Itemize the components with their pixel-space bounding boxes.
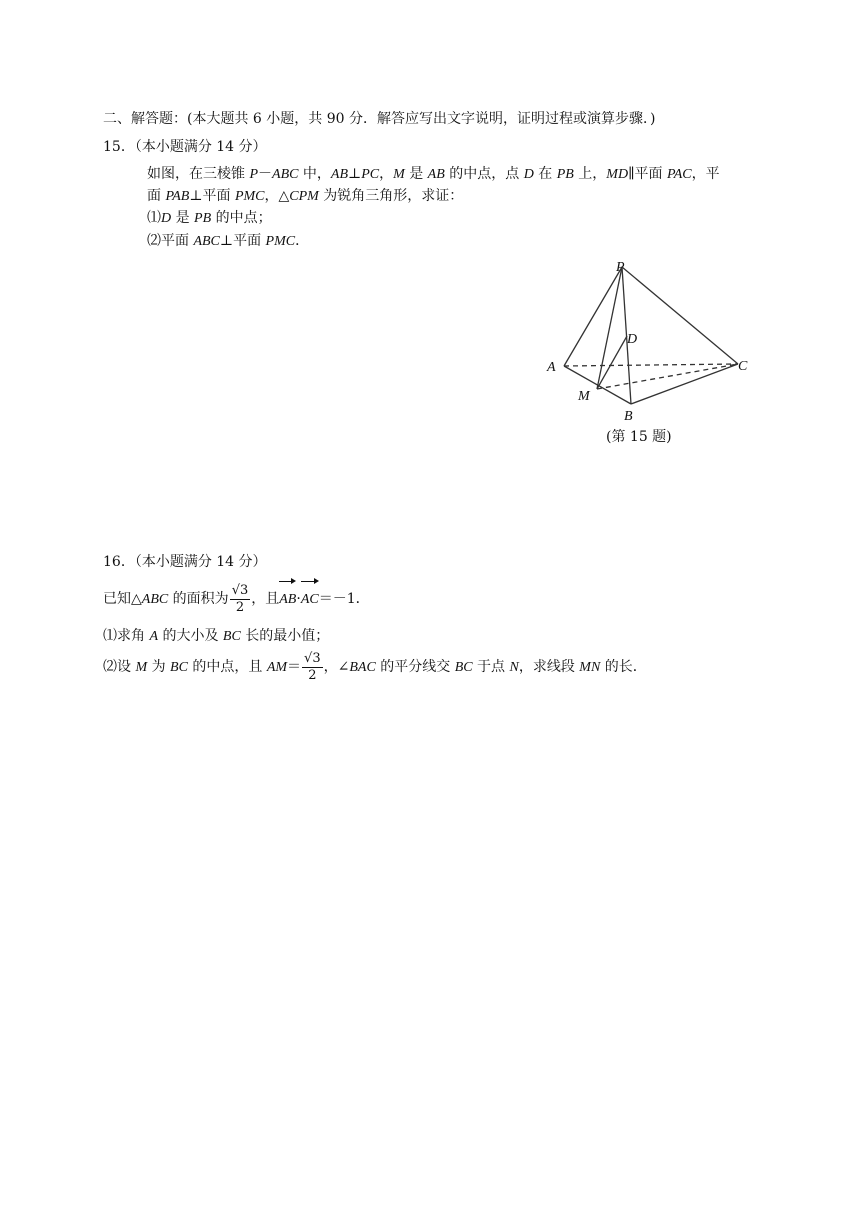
- edge-PC: [622, 267, 738, 364]
- q15-item1: ⑴D 是 PB 的中点；: [147, 210, 272, 226]
- q15-line2: 面 PAB⊥平面 PMC，△CPM 为锐角三角形，求证：: [147, 188, 464, 204]
- q15-number: 15．（本小题满分 14 分）: [103, 139, 267, 155]
- edge-AC: [564, 364, 738, 366]
- q15-item2: ⑵平面 ABC⊥平面 PMC．: [147, 233, 310, 249]
- label-A: A: [547, 360, 556, 375]
- label-C: C: [738, 359, 748, 374]
- q16-item2: ⑵设 M 为 BC 的中点，且 AM＝ $\frac{√3}{2}$ ，∠BAC 的平分线交 BC 于点 N，求线段 MN 的长．: [103, 650, 647, 683]
- figure-caption: (第 15 题): [606, 429, 672, 445]
- edge-PM: [597, 267, 622, 389]
- q16-number: 16．（本小题满分 14 分）: [103, 554, 267, 570]
- am-fraction: $\frac{√3}{2}$: [304, 650, 321, 683]
- label-B: B: [624, 409, 633, 424]
- label-M: M: [578, 389, 590, 404]
- tetrahedron-figure: [538, 252, 768, 427]
- edge-AB: [564, 366, 631, 404]
- q15-line1: 如图，在三棱锥 P－ABC 中，AB⊥PC，M 是 AB 的中点，点 D 在 PB 上，MD∥平面 PAC，平: [147, 166, 720, 182]
- q16-item1: ⑴求角 A 的大小及 BC 长的最小值；: [103, 628, 330, 644]
- edge-MC: [597, 364, 738, 389]
- vector-AC: AC: [301, 583, 319, 617]
- edge-MD: [597, 336, 627, 389]
- label-D: D: [627, 332, 638, 347]
- section-header: 二、解答题：(本大题共 6 小题，共 90 分．解答应写出文字说明，证明过程或演算步骤．): [103, 111, 656, 127]
- label-P: P: [616, 260, 625, 275]
- edge-PA: [564, 267, 622, 366]
- vector-AB: AB: [279, 583, 296, 617]
- q16-line1: 已知△ABC 的面积为 $\frac{√3}{2}$ ，且AB·AC＝－1．: [103, 582, 370, 617]
- edge-BC: [631, 364, 738, 404]
- sqrt3-over-2-fraction: $\frac{√3}{2}$: [231, 582, 249, 615]
